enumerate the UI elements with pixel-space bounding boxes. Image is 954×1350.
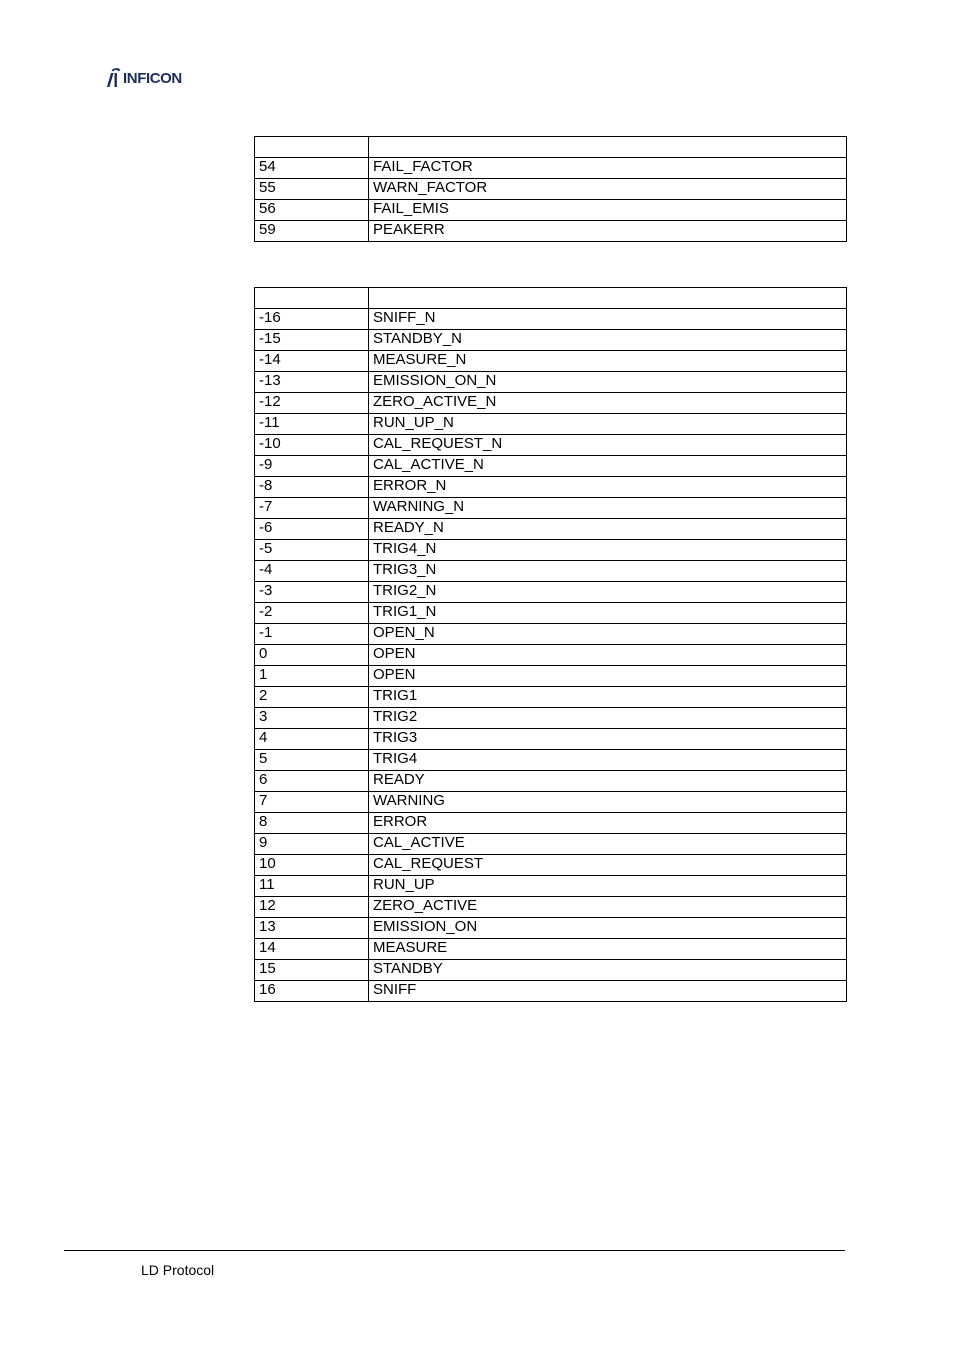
- name-cell: EMISSION_ON: [369, 918, 847, 939]
- code-cell: -5: [255, 540, 369, 561]
- table-row: [255, 813, 847, 834]
- name-cell: WARNING_N: [369, 498, 847, 519]
- code-cell: 7: [255, 792, 369, 813]
- code-cell: -16: [255, 309, 369, 330]
- name-cell: FAIL_FACTOR: [369, 158, 847, 179]
- code-cell: 1: [255, 666, 369, 687]
- code-cell: -8: [255, 477, 369, 498]
- name-cell: READY_N: [369, 519, 847, 540]
- table-row: [255, 498, 847, 519]
- table-row: [255, 330, 847, 351]
- code-table-2-body: [255, 288, 847, 1002]
- table-row: [255, 372, 847, 393]
- name-cell: STANDBY: [369, 960, 847, 981]
- code-cell: -2: [255, 603, 369, 624]
- code-cell: -15: [255, 330, 369, 351]
- table-row: [255, 603, 847, 624]
- table-row: [255, 179, 847, 200]
- code-table-1-body: [255, 137, 847, 242]
- code-cell: 4: [255, 729, 369, 750]
- table-row: [255, 645, 847, 666]
- code-cell: 16: [255, 981, 369, 1002]
- name-cell: ZERO_ACTIVE: [369, 897, 847, 918]
- name-cell: SNIFF_N: [369, 309, 847, 330]
- name-cell: MEASURE_N: [369, 351, 847, 372]
- inficon-logo: [104, 66, 182, 90]
- code-cell: -14: [255, 351, 369, 372]
- name-cell: OPEN_N: [369, 624, 847, 645]
- code-cell: 10: [255, 855, 369, 876]
- name-cell: ERROR: [369, 813, 847, 834]
- name-cell: READY: [369, 771, 847, 792]
- name-cell: WARN_FACTOR: [369, 179, 847, 200]
- name-cell: CAL_REQUEST: [369, 855, 847, 876]
- code-cell: -6: [255, 519, 369, 540]
- name-cell: TRIG4_N: [369, 540, 847, 561]
- name-cell: CAL_ACTIVE_N: [369, 456, 847, 477]
- table-row: [255, 792, 847, 813]
- code-cell: 55: [255, 179, 369, 200]
- name-cell: OPEN: [369, 666, 847, 687]
- code-cell: 13: [255, 918, 369, 939]
- code-cell: -4: [255, 561, 369, 582]
- table-row: [255, 666, 847, 687]
- name-cell: MEASURE: [369, 939, 847, 960]
- header-cell-code: [255, 137, 369, 158]
- table-row: [255, 708, 847, 729]
- code-cell: 5: [255, 750, 369, 771]
- code-cell: 0: [255, 645, 369, 666]
- table-row: [255, 624, 847, 645]
- table-row: [255, 771, 847, 792]
- name-cell: WARNING: [369, 792, 847, 813]
- code-cell: 6: [255, 771, 369, 792]
- inficon-logo-icon: [104, 67, 122, 89]
- name-cell: EMISSION_ON_N: [369, 372, 847, 393]
- code-cell: -13: [255, 372, 369, 393]
- table-row: [255, 435, 847, 456]
- table-row: [255, 582, 847, 603]
- name-cell: TRIG3_N: [369, 561, 847, 582]
- table-row: [255, 918, 847, 939]
- name-cell: ERROR_N: [369, 477, 847, 498]
- table-row: [255, 221, 847, 242]
- table-row: [255, 540, 847, 561]
- name-cell: ZERO_ACTIVE_N: [369, 393, 847, 414]
- table-row: [255, 393, 847, 414]
- code-cell: -1: [255, 624, 369, 645]
- name-cell: SNIFF: [369, 981, 847, 1002]
- table-row: [255, 834, 847, 855]
- table-row: [255, 960, 847, 981]
- table-row: [255, 876, 847, 897]
- logo-text: INFICON: [123, 69, 182, 87]
- header-cell-name: [369, 288, 847, 309]
- table-row: [255, 414, 847, 435]
- name-cell: TRIG4: [369, 750, 847, 771]
- code-cell: 54: [255, 158, 369, 179]
- table-row: [255, 456, 847, 477]
- name-cell: STANDBY_N: [369, 330, 847, 351]
- code-cell: 8: [255, 813, 369, 834]
- name-cell: TRIG2: [369, 708, 847, 729]
- footer-divider: [64, 1250, 845, 1251]
- table-row: [255, 477, 847, 498]
- code-cell: -12: [255, 393, 369, 414]
- code-cell: -11: [255, 414, 369, 435]
- table-row: [255, 687, 847, 708]
- name-cell: OPEN: [369, 645, 847, 666]
- code-cell: 2: [255, 687, 369, 708]
- name-cell: RUN_UP_N: [369, 414, 847, 435]
- table-header-row: [255, 288, 847, 309]
- table-row: [255, 158, 847, 179]
- table-row: [255, 309, 847, 330]
- table-row: [255, 855, 847, 876]
- name-cell: TRIG3: [369, 729, 847, 750]
- name-cell: TRIG1: [369, 687, 847, 708]
- table-row: [255, 939, 847, 960]
- table-row: [255, 750, 847, 771]
- code-table-1: [254, 136, 847, 242]
- code-cell: 11: [255, 876, 369, 897]
- footer-label: LD Protocol: [141, 1262, 215, 1278]
- table-row: [255, 519, 847, 540]
- header-cell-code: [255, 288, 369, 309]
- name-cell: TRIG1_N: [369, 603, 847, 624]
- table-row: [255, 561, 847, 582]
- table-row: [255, 729, 847, 750]
- table-row: [255, 200, 847, 221]
- code-cell: 59: [255, 221, 369, 242]
- code-cell: -10: [255, 435, 369, 456]
- code-table-2: [254, 287, 847, 1002]
- name-cell: TRIG2_N: [369, 582, 847, 603]
- name-cell: FAIL_EMIS: [369, 200, 847, 221]
- table-row: [255, 981, 847, 1002]
- table-header-row: [255, 137, 847, 158]
- code-cell: 14: [255, 939, 369, 960]
- table-row: [255, 897, 847, 918]
- code-cell: -7: [255, 498, 369, 519]
- name-cell: RUN_UP: [369, 876, 847, 897]
- code-cell: 3: [255, 708, 369, 729]
- table-row: [255, 351, 847, 372]
- name-cell: CAL_REQUEST_N: [369, 435, 847, 456]
- code-cell: -3: [255, 582, 369, 603]
- code-cell: 12: [255, 897, 369, 918]
- code-cell: 56: [255, 200, 369, 221]
- header-cell-name: [369, 137, 847, 158]
- name-cell: PEAKERR: [369, 221, 847, 242]
- code-cell: 15: [255, 960, 369, 981]
- name-cell: CAL_ACTIVE: [369, 834, 847, 855]
- code-cell: 9: [255, 834, 369, 855]
- code-cell: -9: [255, 456, 369, 477]
